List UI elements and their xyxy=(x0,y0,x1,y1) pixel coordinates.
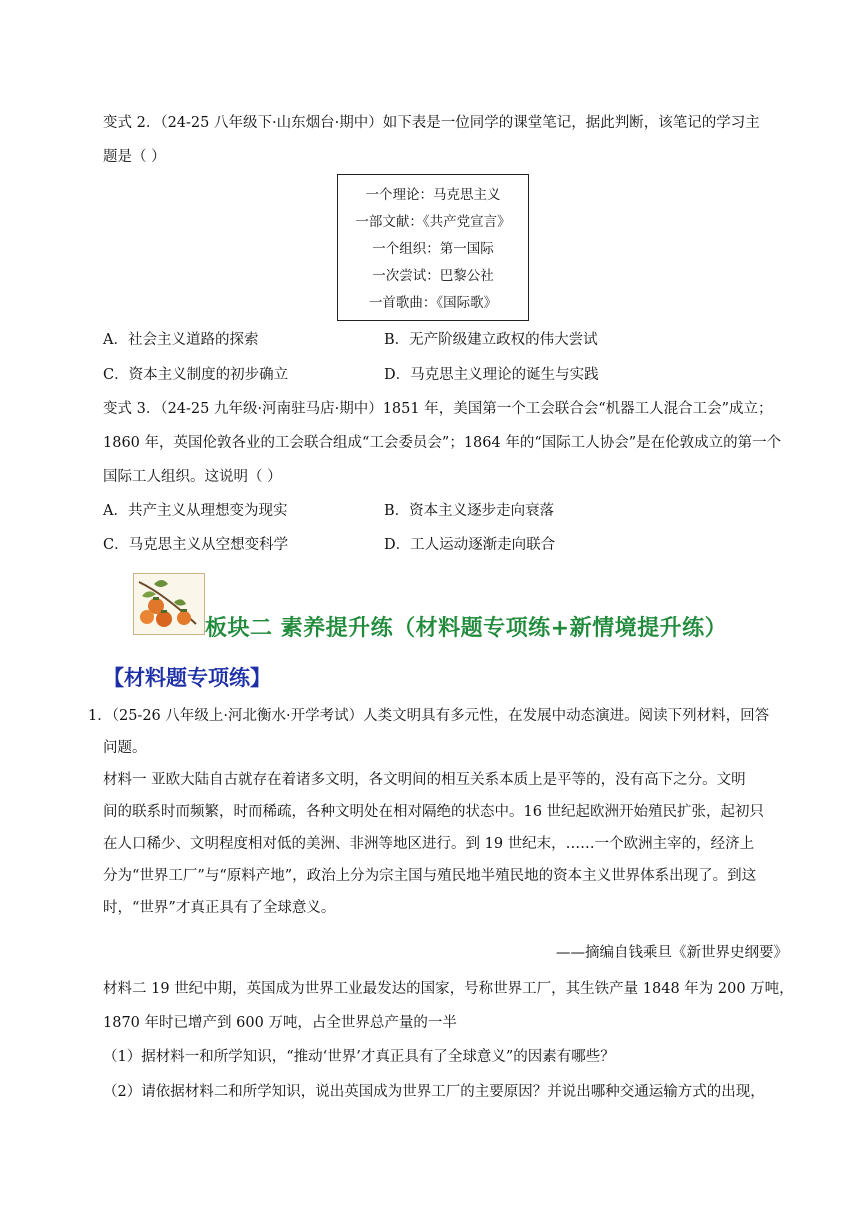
subquestion-2: （2）请依据材料二和所学知识，说出英国成为世界工厂的主要原因？并说出哪种交通运输方式的出现， xyxy=(103,1084,765,1100)
question1-stem-line2: 问题。 xyxy=(103,740,147,756)
variant2-option-b: B．无产阶级建立政权的伟大尝试 xyxy=(384,332,598,348)
persimmon-branch-icon xyxy=(133,573,205,635)
material1-line: 分为“世界工厂”与“原料产地”，政治上分为宗主国与殖民地半殖民地的资本主义世界体系出现了。到这 xyxy=(103,868,757,884)
note-line: 一个理论：马克思主义 xyxy=(365,187,501,203)
material2-line: 材料二 19 世纪中期，英国成为世界工业最发达的国家，号称世界工厂，其生铁产量 1848 年为 200 万吨， xyxy=(103,981,794,997)
note-line: 一个组织：第一国际 xyxy=(372,241,494,257)
variant3-option-d: D．工人运动逐渐走向联合 xyxy=(384,537,556,553)
material1-line: 材料一 亚欧大陆自古就存在着诸多文明，各文明间的相互关系本质上是平等的，没有高下之分。文明 xyxy=(103,772,746,788)
material1-line: 在人口稀少、文明程度相对低的美洲、非洲等地区进行。到 19 世纪末，……一个欧洲主宰的，经济上 xyxy=(103,836,755,852)
variant3-stem-line1: 变式 3．（24-25 九年级·河南驻马店·期中）1851 年，美国第一个工会联合会“机器工人混合工会”成立； xyxy=(103,401,773,417)
subsection-title: 【材料题专项练】 xyxy=(103,666,271,690)
question1-stem-line1: 1．（25-26 八年级上·河北衡水·开学考试）人类文明具有多元性，在发展中动态演进。阅读下列材料，回答 xyxy=(88,708,770,724)
variant3-option-a: A．共产主义从理想变为现实 xyxy=(103,503,288,519)
variant2-stem-line2: 题是（ ） xyxy=(103,149,166,165)
note-line: 一部文献：《共产党宣言》 xyxy=(355,214,511,230)
note-line: 一首歌曲：《国际歌》 xyxy=(368,295,498,311)
variant3-option-b: B．资本主义逐步走向衰落 xyxy=(384,503,555,519)
material1-line: 间的联系时而频繁，时而稀疏，各种文明处在相对隔绝的状态中。16 世纪起欧洲开始殖民扩张，起初只 xyxy=(103,804,765,820)
variant3-stem-line2: 1860 年，英国伦敦各业的工会联合组成“工会委员会”；1864 年的“国际工人协会”是在伦敦成立的第一个 xyxy=(103,435,782,451)
variant2-stem-line1: 变式 2．（24-25 八年级下·山东烟台·期中）如下表是一位同学的课堂笔记，据此判断，该笔记的学习主 xyxy=(103,115,760,131)
material1-source: ——摘编自钱乘旦《新世界史纲要》 xyxy=(556,945,788,961)
material2-line: 1870 年时已增产到 600 万吨，占全世界总产量的一半 xyxy=(103,1015,457,1031)
note-line: 一次尝试：巴黎公社 xyxy=(372,268,494,284)
subquestion-1: （1）据材料一和所学知识，“推动‘世界’才真正具有了全球意义”的因素有哪些？ xyxy=(103,1049,615,1065)
section-title: 板块二 素养提升练（材料题专项练+新情境提升练） xyxy=(205,616,728,641)
material1-line: 时，“世界”才真正具有了全球意义。 xyxy=(103,900,336,916)
variant2-option-d: D．马克思主义理论的诞生与实践 xyxy=(384,367,599,383)
variant2-option-a: A．社会主义道路的探索 xyxy=(103,332,259,348)
class-notes-box xyxy=(337,174,529,321)
variant3-stem-line3: 国际工人组织。这说明（ ） xyxy=(103,469,282,485)
variant2-option-c: C．资本主义制度的初步确立 xyxy=(103,367,289,383)
variant3-option-c: C．马克思主义从空想变科学 xyxy=(103,537,289,553)
